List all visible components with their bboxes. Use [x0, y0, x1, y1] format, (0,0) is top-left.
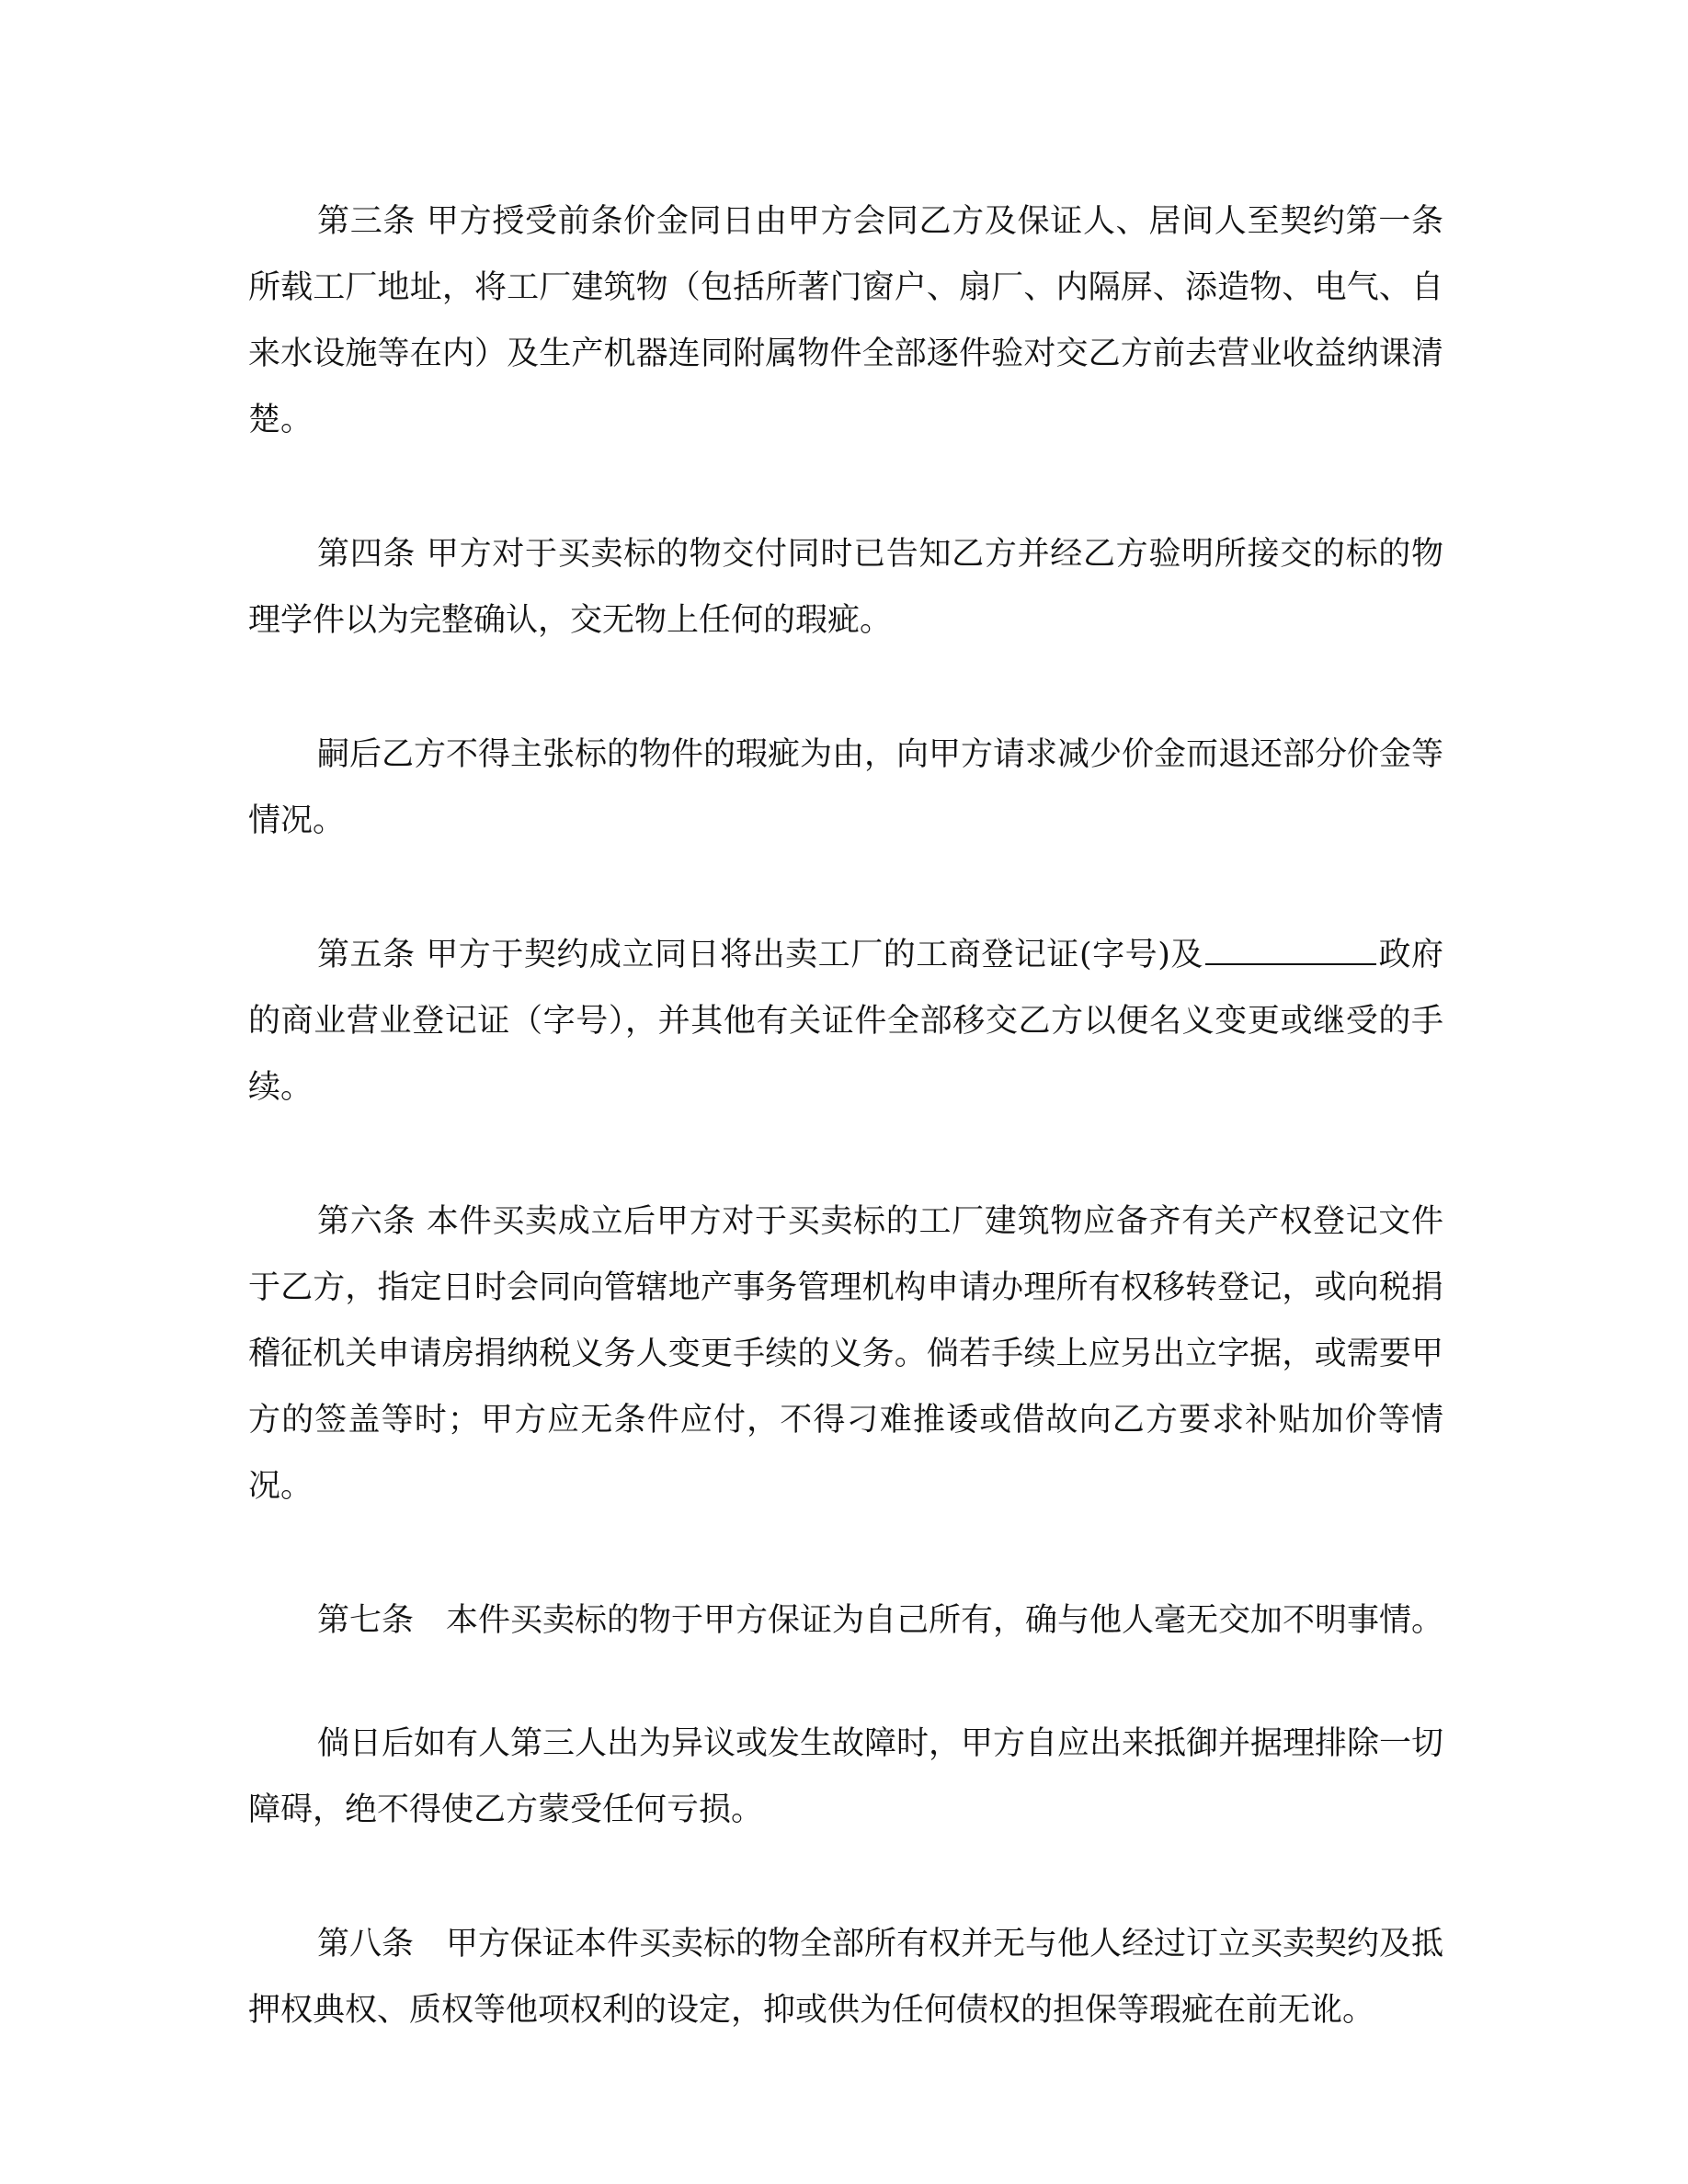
article-7-paragraph: 第七条 本件买卖标的物于甲方保证为自己所有，确与他人毫无交加不明事情。	[317, 1602, 1444, 1639]
article-8-paragraph: 第八条 甲方保证本件买卖标的物全部所有权并无与他人经过订立买卖契约及抵押权典权、质权等他项权利的设定，抑或供为任何债权的担保等瑕疵在前无讹。	[248, 1926, 1444, 2029]
article-4-paragraph: 第四条 甲方对于买卖标的物交付同时已告知乙方并经乙方验明所接交的标的物理学件以为完整确认，交无物上任何的瑕疵。	[248, 536, 1443, 639]
article-5-paragraph	[248, 922, 1443, 1120]
document-page	[248, 188, 1443, 2111]
article-5-text-after: 政府的商业营业登记证（字号），并其他有关证件全部移交乙方以便名义变更或继受的手续。	[248, 937, 1443, 1106]
article-3-paragraph: 第三条 甲方授受前条价金同日由甲方会同乙方及保证人、居间人至契约第一条所载工厂地址，将工厂建筑物（包括所著门窗户、扇厂、内隔屏、添造物、电气、自来水设施等在内）及生产机器连同附属物件全部逐件验对交乙方前去营业收益纳课清楚。	[248, 203, 1443, 438]
article-5-text-before: 第五条 甲方于契约成立同日将出卖工厂的工商登记证(字号)及	[317, 937, 1203, 973]
fill-in-blank-line	[1205, 934, 1376, 965]
article-7-continuation-paragraph: 倘日后如有人第三人出为异议或发生故障时，甲方自应出来抵御并据理排除一切障碍，绝不得使乙方蒙受任何亏损。	[248, 1725, 1444, 1828]
article-4-continuation-paragraph: 嗣后乙方不得主张标的物件的瑕疵为由，向甲方请求减少价金而退还部分价金等情况。	[248, 736, 1444, 839]
article-6-paragraph: 第六条 本件买卖成立后甲方对于买卖标的工厂建筑物应备齐有关产权登记文件于乙方，指定日时会同向管辖地产事务管理机构申请办理所有权移转登记，或向税捐稽征机关申请房捐纳税义务人变更手续的义务。倘若手续上应另出立字据，或需要甲方的签盖等时；甲方应无条件应付，不得刁难推诿或借故向乙方要求补贴加价等情况。	[248, 1203, 1443, 1505]
